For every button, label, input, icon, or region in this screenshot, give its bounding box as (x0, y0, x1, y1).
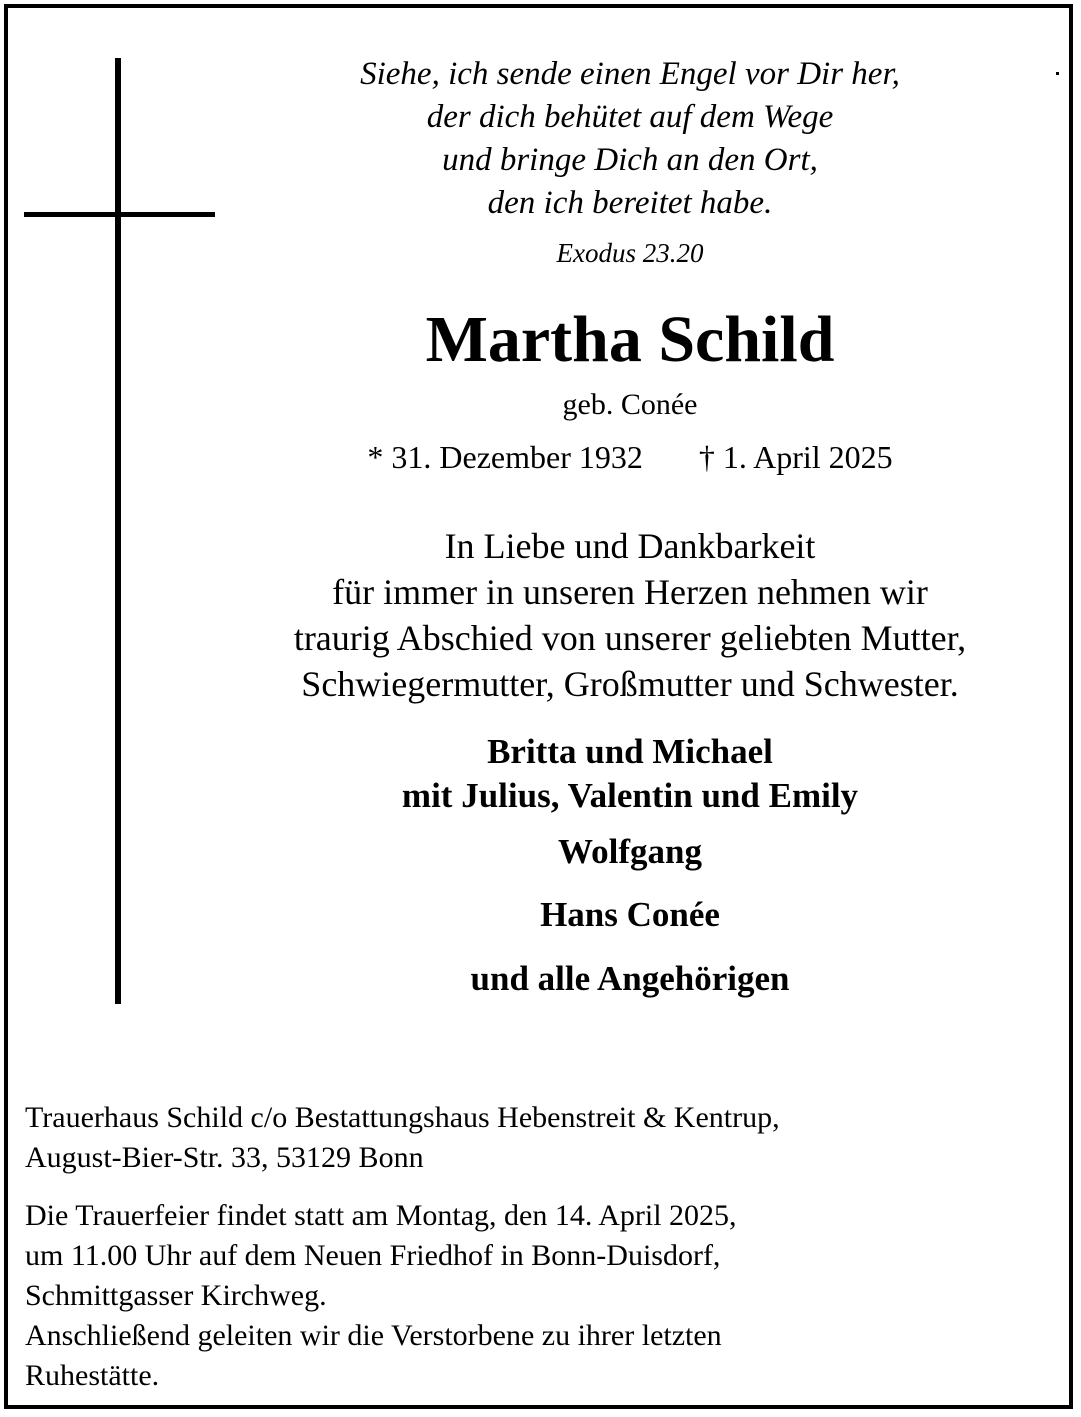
verse-line: der dich behütet auf dem Wege (426, 99, 834, 135)
cross-icon-bar (24, 212, 215, 217)
ceremony-line: Die Trauerfeier findet statt am Montag, den 14. April 2025, (25, 1199, 737, 1232)
cross-icon (115, 58, 121, 1004)
verse-line: den ich bereitet habe. (487, 185, 773, 221)
death-date: † 1. April 2025 (698, 439, 893, 475)
message-line: traurig Abschied von unserer geliebten Mutter, (293, 618, 967, 658)
verse-line: und bringe Dich an den Ort, (442, 142, 818, 178)
ceremony-line: um 11.00 Uhr auf dem Neuen Friedhof in Bonn-Duisdorf, (25, 1239, 721, 1272)
mourners-group-2 (230, 830, 1030, 874)
print-speck (1056, 72, 1059, 75)
ceremony-line: Anschließend geleiten wir die Verstorbene zu ihrer letzten (25, 1319, 722, 1352)
birth-date: * 31. Dezember 1932 (367, 439, 643, 475)
mourner-line: mit Julius, Valentin und Emily (401, 776, 859, 815)
maiden-name: geb. Conée (562, 388, 698, 421)
ceremony-line: Ruhestätte. (25, 1359, 160, 1392)
bible-verse (230, 53, 1030, 225)
mourners-group-4 (230, 957, 1030, 1001)
address-line: Trauerhaus Schild c/o Bestattungshaus Hebenstreit & Kentrup, (25, 1101, 780, 1134)
mourners-group-3 (230, 893, 1030, 937)
verse-reference: Exodus 23.20 (556, 238, 704, 268)
message-line: Schwiegermutter, Großmutter und Schwester. (301, 664, 959, 704)
farewell-message (230, 523, 1030, 707)
mourner-line: und alle Angehörigen (470, 959, 790, 998)
deceased-name: Martha Schild (425, 303, 835, 376)
verse-line: Siehe, ich sende einen Engel vor Dir her, (360, 56, 900, 92)
message-line: für immer in unseren Herzen nehmen wir (332, 572, 928, 612)
mourning-house-address (25, 1098, 1055, 1178)
mourner-line: Wolfgang (558, 832, 702, 871)
ceremony-line: Schmittgasser Kirchweg. (25, 1279, 327, 1312)
funeral-details (25, 1196, 1055, 1396)
mourner-line: Hans Conée (540, 895, 720, 934)
mourner-line: Britta und Michael (487, 732, 773, 771)
message-line: In Liebe und Dankbarkeit (444, 526, 816, 566)
address-line: August-Bier-Str. 33, 53129 Bonn (25, 1141, 424, 1174)
mourners-group-1 (230, 730, 1030, 818)
life-dates (230, 437, 1030, 477)
